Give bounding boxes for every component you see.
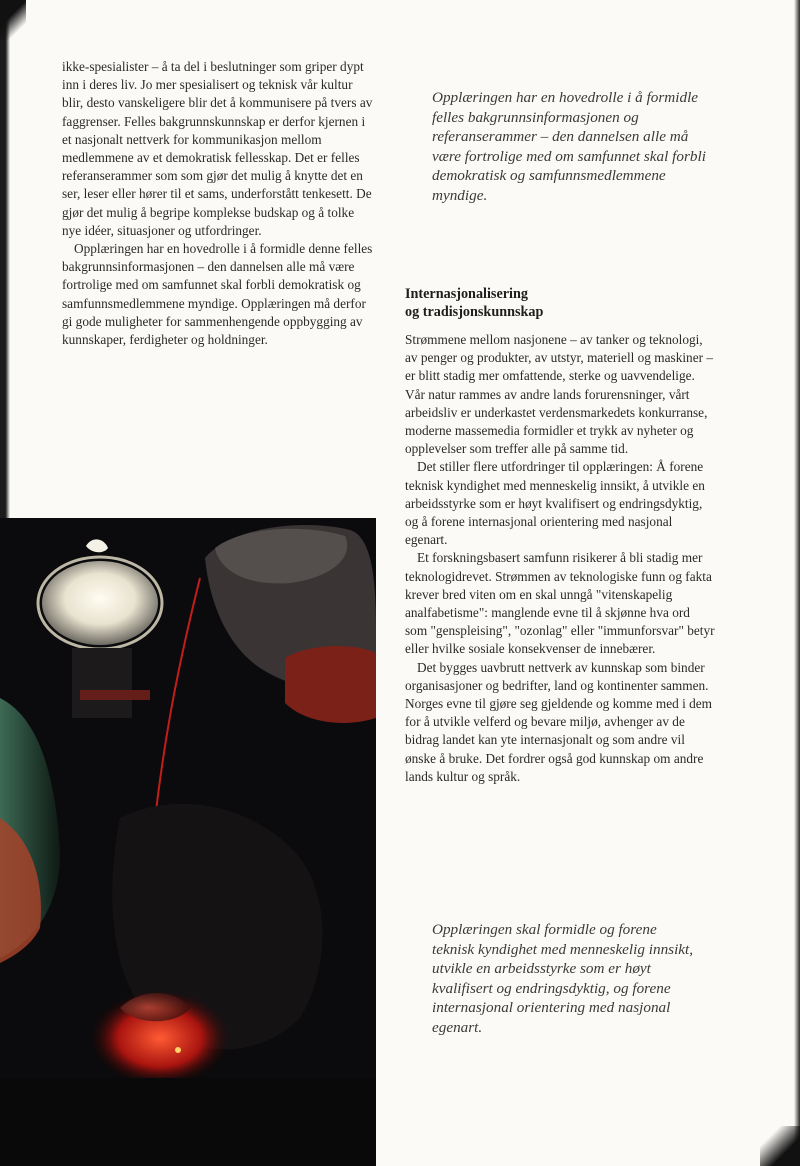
- photo-illustration: [0, 518, 376, 1166]
- scan-corner-top-left: [0, 0, 26, 40]
- right-paragraph-2: Det stiller flere utfordringer til opplæringen: Å forene teknisk kyndighet med menneskelig innsikt, å utvikle en arbeidsstyrke som er høyt kvalifisert og endringsdyktig, og å forene internasjonal orientering med nasjonal egenart.: [405, 459, 705, 548]
- left-paragraph-2: Opplæringen har en hovedrolle i å formidle denne felles bakgrunnsinformasjonen – den dannelsen alle må være fortrolige med om samfunnet skal forbli demokratisk og samfunnsmedlemmene myndige. Opplæringen må derfor gi gode muligheter for sammenhengende oppbygging av kunnskaper, ferdigheter og holdninger.: [62, 241, 373, 348]
- right-text-column: [405, 331, 715, 786]
- surgical-mask-shape: [285, 646, 376, 723]
- right-paragraph-1: Strømmene mellom nasjonene – av tanker og teknologi, av penger og produkter, av utstyr, materiell og maskiner – er blitt stadig mer omfattende, sterke og uavvendelige. Vår natur rammes av andre lands forurensninger, vårt arbeidsliv er underkastet verdensmarkedets konkurranse, moderne massemedia formidler et trykk av nyheter og opplevelser som treffer alle på samme tid.: [405, 332, 713, 457]
- laser-surgery-photo: [0, 518, 376, 1166]
- pullquote-top: Opplæringen har en hovedrolle i å formidle felles bakgrunnsinformasjonen og referanserammer – den dannelsen alle må være fortrolige med om samfunnet skal forbli demokratisk og samfunnsmedlemmene myndige.: [432, 89, 706, 204]
- right-paragraph-4: Det bygges uavbrutt nettverk av kunnskap som binder organisasjoner og bedrifter, land og kontinenter sammen. Norges evne til gjøre seg gjeldende og komme med i dem for å utvikle velferd og bevare miljø, avhenger av de bidrag landet kan yte internasjonalt og som andre vil ønske å bruke. Det fordrer også god kunnskap om andre lands kultur og språk.: [405, 659, 712, 784]
- section-heading-line-2: og tradisjonskunnskap: [405, 304, 544, 320]
- left-paragraph-1: ikke-spesialister – å ta del i beslutninger som griper dypt inn i deres liv. Jo mer spesialisert og teknisk vår kultur blir, desto vanskeligere blir det å kommunisere på tvers av faggrenser. Felles bakgrunnskunnskap er derfor kjernen i et nasjonalt nettverk for kommunikasjon mellom medlemmene av et demokratisk fellesskap. Det er felles referanserammer som som gjør det mulig å knytte det en ser, leser eller hører til et sams, underforstått tenkesett. De gjør det mulig å begripe komplekse budskap og å tolke nye idéer, situasjoner og utfordringer.: [62, 59, 373, 238]
- scan-corner-bottom-right: [760, 1126, 800, 1166]
- pullquote-bottom: Opplæringen skal formidle og forene teknisk kyndighet med menneskelig innsikt, utvikle en arbeidsstyrke som er høyt kvalifisert og endringsdyktig, og forene internasjonal orientering med nasjonal egenart.: [432, 921, 694, 1036]
- scan-edge-left: [0, 0, 10, 520]
- right-paragraph-3: Et forskningsbasert samfunn risikerer å bli stadig mer teknologidrevet. Strømmen av teknologiske funn og fakta krever bred viten om en skal unngå "vitenskapelig analfabetisme": manglende evne til å skjønne hva ord som "genspleising", "ozonlag" eller "immunforsvar" betyr eller hvilke sosiale konsekvenser de innebærer.: [405, 550, 715, 657]
- left-text-column: [62, 58, 374, 349]
- surgical-lamp-shape: [42, 561, 158, 645]
- section-heading-line-1: Internasjonalisering: [405, 286, 528, 302]
- scan-edge-right: [794, 0, 800, 1166]
- section-heading: [405, 285, 725, 321]
